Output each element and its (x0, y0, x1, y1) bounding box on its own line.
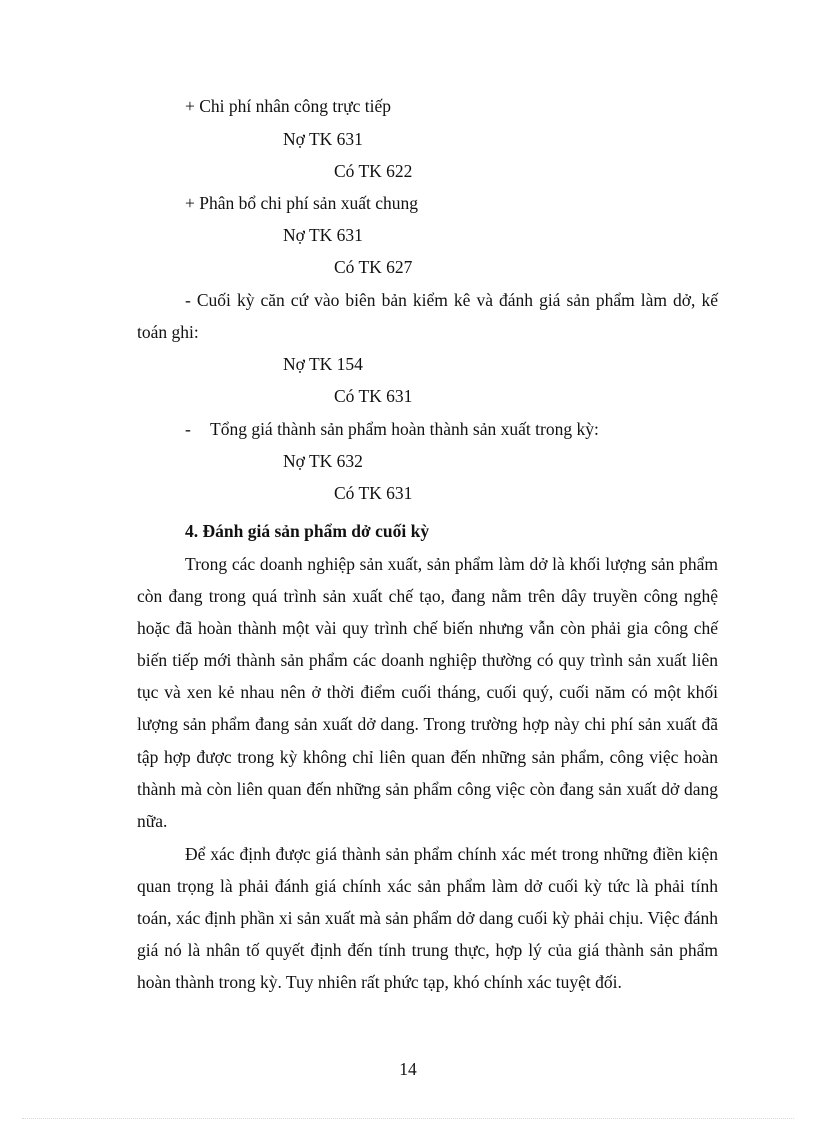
debit-entry: Nợ TK 631 (283, 129, 363, 149)
page-number: 14 (399, 1059, 417, 1079)
credit-entry: Có TK 631 (334, 483, 413, 503)
body-paragraph-1: Trong các doanh nghiệp sản xuất, sản phẩm làm dở là khối lượng sản phẩm còn đang trong quá trình sản xuất chế tạo, đang nằm trên dây truyền công nghệ hoặc đã hoàn thành một vài quy trình chế biến nhưng vẫn còn phải gia công chế biến tiếp mới thành sản phẩm các doanh nghiệp thường có quy trình sản xuất liên tục và xen kẻ nhau nên ở thời điểm cuối tháng, cuối quý, cuối năm có một khối lượng sản phẩm đang sản xuất dở dang. Trong trường hợp này chi phí sản xuất đã tập hợp được trong kỳ không chỉ liên quan đến những sản phẩm, công việc hoàn thành mà còn liên quan đến những sản phẩm công việc còn đang sản xuất dở dang nữa. (137, 554, 718, 831)
footer-divider (22, 1118, 794, 1119)
debit-entry: Nợ TK 632 (283, 451, 363, 471)
total-cost-item: Tổng giá thành sản phẩm hoàn thành sản xuất trong kỳ: (210, 419, 599, 439)
labor-cost-item: + Chi phí nhân công trực tiếp (185, 96, 391, 116)
debit-entry: Nợ TK 154 (283, 354, 363, 374)
debit-entry: Nợ TK 631 (283, 225, 363, 245)
credit-entry: Có TK 627 (334, 257, 413, 277)
overhead-allocation-item: + Phân bổ chi phí sản xuất chung (185, 193, 418, 213)
body-paragraph-2: Để xác định được giá thành sản phẩm chính xác mét trong những điền kiện quan trọng là phải đánh giá chính xác sản phẩm làm dở cuối kỳ tức là phải tính toán, xác định phần xi sản xuất mà sản phẩm dở dang cuối kỳ phải chịu. Việc đánh giá nó là nhân tố quyết định đến tính trung thực, hợp lý của giá thành sản phẩm hoàn thành trong kỳ. Tuy nhiên rất phức tạp, khó chính xác tuyệt đối. (137, 844, 718, 993)
end-period-paragraph: - Cuối kỳ căn cứ vào biên bản kiểm kê và đánh giá sản phẩm làm dở, kế toán ghi: (137, 290, 718, 343)
credit-entry: Có TK 631 (334, 386, 413, 406)
credit-entry: Có TK 622 (334, 161, 413, 181)
bullet-dash: - (185, 419, 191, 439)
section-heading: 4. Đánh giá sản phẩm dở cuối kỳ (185, 521, 430, 541)
